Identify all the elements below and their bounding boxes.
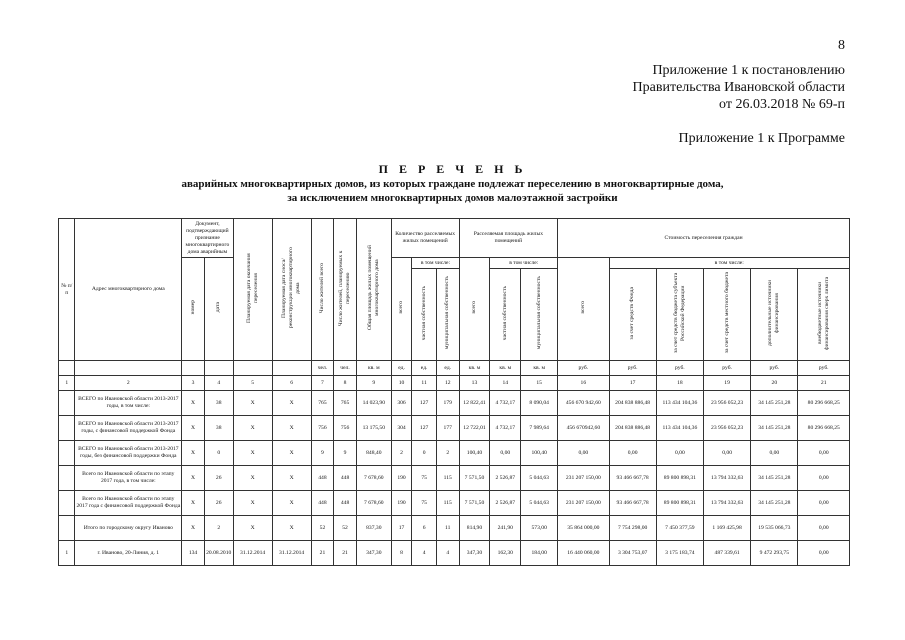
table-cell: 100,40 xyxy=(521,441,558,466)
table-cell: 7 678,60 xyxy=(356,491,391,516)
column-number-cell: 1 xyxy=(59,376,75,391)
table-cell: 21 xyxy=(311,541,334,566)
table-cell: 204 838 886,48 xyxy=(609,391,656,416)
table-cell: 2 xyxy=(436,441,459,466)
table-cell: 5 044,63 xyxy=(521,466,558,491)
table-cell: 8 xyxy=(391,541,412,566)
table-cell: 4 xyxy=(412,541,437,566)
table-cell: 115 xyxy=(436,491,459,516)
table-cell: 231 207 150,00 xyxy=(558,466,609,491)
column-number-cell: 17 xyxy=(609,376,656,391)
table-cell: 0,00 xyxy=(798,541,850,566)
table-cell: 456 670 942,60 xyxy=(558,391,609,416)
table-row xyxy=(59,466,850,491)
col-header-regional: за счет средств бюджета субъекта Российской Федерации xyxy=(656,269,703,361)
title-heading: П Е Р Е Ч Е Н Ь xyxy=(378,162,527,176)
title-line1: аварийных многоквартирных домов, из которых граждане подлежат переселению в многоквартирные дома, xyxy=(181,178,724,190)
table-cell: 231 207 150,00 xyxy=(558,491,609,516)
table-cell: 190 xyxy=(391,491,412,516)
table-cell: 115 xyxy=(436,466,459,491)
column-number-cell: 15 xyxy=(521,376,558,391)
table-cell: 241,90 xyxy=(490,516,521,541)
column-number-cell: 10 xyxy=(391,376,412,391)
table-cell: 9 xyxy=(311,441,334,466)
table-cell: 573,00 xyxy=(521,516,558,541)
table-cell: 34 145 251,28 xyxy=(751,391,798,416)
column-number-cell: 9 xyxy=(356,376,391,391)
table-cell: 34 145 251,28 xyxy=(751,491,798,516)
table-cell: 0,00 xyxy=(703,441,750,466)
table-cell: 456 670942,60 xyxy=(558,416,609,441)
program-appendix: Приложение 1 к Программе xyxy=(678,131,845,146)
col-header-rooms-total: всего xyxy=(391,258,412,361)
table-header-row xyxy=(59,219,850,258)
table-cell: 2 xyxy=(204,516,233,541)
address-cell: ВСЕГО по Ивановской области 2013-2017 годы, с финансовой поддержкой Фонда xyxy=(75,416,182,441)
table-cell: 162,30 xyxy=(490,541,521,566)
address-cell: Всего по Ивановской области по этапу 2017 года, в том числе: xyxy=(75,466,182,491)
decree-appendix-line1: Приложение 1 к постановлению xyxy=(652,63,845,78)
table-cell: 31.12.2014 xyxy=(272,541,311,566)
table-cell: 38 xyxy=(204,391,233,416)
col-header-residents: Число жителей всего xyxy=(311,219,334,361)
table-cell: 0,00 xyxy=(609,441,656,466)
table-cell: 52 xyxy=(334,516,357,541)
page-number: 8 xyxy=(838,38,845,53)
table-cell: 13 794 332,63 xyxy=(703,491,750,516)
col-header-fund: за счет средств Фонда xyxy=(609,269,656,361)
table-cell: 80 296 668,25 xyxy=(798,416,850,441)
column-numbers-row xyxy=(59,376,850,391)
column-number-cell: 19 xyxy=(703,376,750,391)
col-header-rooms-of-which: в том числе: xyxy=(412,258,459,269)
table-cell: 34 145 251,28 xyxy=(751,416,798,441)
unit-cell: руб. xyxy=(798,361,850,376)
table-cell: 127 xyxy=(412,391,437,416)
table-cell: 2 526,87 xyxy=(490,491,521,516)
table-cell: 304 xyxy=(391,416,412,441)
unit-cell: кв. м xyxy=(459,361,490,376)
table-cell xyxy=(59,491,75,516)
table-body xyxy=(59,391,850,566)
document-title xyxy=(0,162,905,205)
table-cell: 765 xyxy=(334,391,357,416)
table-cell: 0,00 xyxy=(490,441,521,466)
table-cell: 306 xyxy=(391,391,412,416)
col-header-area-municipal: муниципальная собственность xyxy=(521,269,558,361)
unit-cell: кв. м xyxy=(490,361,521,376)
table-cell: X xyxy=(272,516,311,541)
col-header-rooms-private: частная собственность xyxy=(412,269,437,361)
table-cell: 0,00 xyxy=(751,441,798,466)
col-header-rooms-municipal: муниципальная собственность xyxy=(436,269,459,361)
col-header-cost-total: всего xyxy=(558,258,609,361)
table-row xyxy=(59,491,850,516)
table-cell: 7 989,64 xyxy=(521,416,558,441)
col-header-address: Адрес многоквартирного дома xyxy=(75,219,182,361)
table-cell: X xyxy=(233,441,272,466)
table-cell: 9 472 293,75 xyxy=(751,541,798,566)
col-header-rooms: Количество расселяемых жилых помещений xyxy=(391,219,459,258)
col-header-document: Документ, подтверждающий признание многоквартирного дома аварийным xyxy=(182,219,233,258)
table-row xyxy=(59,441,850,466)
table-cell: 75 xyxy=(412,466,437,491)
table-cell: 2 xyxy=(391,441,412,466)
table-cell: X xyxy=(233,391,272,416)
table-cell: 23 956 052,23 xyxy=(703,416,750,441)
table-cell: X xyxy=(272,416,311,441)
col-header-area-of-which: в том числе: xyxy=(490,258,558,269)
column-number-cell: 6 xyxy=(272,376,311,391)
table-cell: 3 175 183,74 xyxy=(656,541,703,566)
unit-cell: кв. м xyxy=(356,361,391,376)
table-cell: 34 145 251,28 xyxy=(751,466,798,491)
table-cell: 21 xyxy=(334,541,357,566)
unit-cell: руб. xyxy=(703,361,750,376)
table-cell: 1 xyxy=(59,541,75,566)
table-cell: X xyxy=(272,441,311,466)
table-cell: 848,40 xyxy=(356,441,391,466)
table-cell: 1 169 425,98 xyxy=(703,516,750,541)
table-cell: 4 732,17 xyxy=(490,391,521,416)
table-cell: X xyxy=(182,391,205,416)
col-header-local: за счет средств местного бюджета xyxy=(703,269,750,361)
table-cell: 347,30 xyxy=(459,541,490,566)
table-cell: 93 466 667,78 xyxy=(609,491,656,516)
unit-cell: ед. xyxy=(436,361,459,376)
table-cell: X xyxy=(182,441,205,466)
table-cell: X xyxy=(233,491,272,516)
column-number-cell: 18 xyxy=(656,376,703,391)
unit-cell: руб. xyxy=(609,361,656,376)
table-cell: 5 044,63 xyxy=(521,491,558,516)
table-cell: 19 535 066,73 xyxy=(751,516,798,541)
units-row xyxy=(59,361,850,376)
table-cell: 8 090,04 xyxy=(521,391,558,416)
unit-cell: чел. xyxy=(334,361,357,376)
table-row xyxy=(59,541,850,566)
table-cell: 7 754 298,00 xyxy=(609,516,656,541)
table-cell: 347,30 xyxy=(356,541,391,566)
table-cell: 7 571,50 xyxy=(459,491,490,516)
unit-cell: кв. м xyxy=(521,361,558,376)
table-cell: 75 xyxy=(412,491,437,516)
table-cell: 17 xyxy=(391,516,412,541)
address-cell: Итого по городскому округу Иваново xyxy=(75,516,182,541)
table-cell: 89 800 898,31 xyxy=(656,466,703,491)
table-cell: 6 xyxy=(412,516,437,541)
table-cell: 177 xyxy=(436,416,459,441)
table-cell: 13 175,50 xyxy=(356,416,391,441)
table-cell: 52 xyxy=(311,516,334,541)
table-cell: 448 xyxy=(334,466,357,491)
table-cell: 93 466 667,78 xyxy=(609,466,656,491)
table-cell: 179 xyxy=(436,391,459,416)
table-cell: X xyxy=(272,391,311,416)
table-cell: 35 864 000,00 xyxy=(558,516,609,541)
table-cell xyxy=(59,391,75,416)
col-header-area-total: всего xyxy=(459,258,490,361)
table-cell: X xyxy=(182,416,205,441)
table-cell: 448 xyxy=(311,466,334,491)
col-header-num: № п/п xyxy=(59,219,75,361)
column-number-cell: 13 xyxy=(459,376,490,391)
table-cell: 0,00 xyxy=(558,441,609,466)
col-header-planned-date: Планируемая дата окончания переселения xyxy=(233,219,272,361)
address-cell: г. Иваново, 20-Линия, д. 1 xyxy=(75,541,182,566)
table-cell: X xyxy=(272,491,311,516)
table-cell: 12 822,41 xyxy=(459,391,490,416)
table-cell: 184,00 xyxy=(521,541,558,566)
table-cell: 23 956 052,23 xyxy=(703,391,750,416)
col-header-residents-to-resettle: Число жителей, планируемых к переселению xyxy=(334,219,357,361)
unit-cell: руб. xyxy=(751,361,798,376)
table-cell: 134 xyxy=(182,541,205,566)
table-cell: 31.12.2014 xyxy=(233,541,272,566)
table-cell: 14 023,90 xyxy=(356,391,391,416)
table-cell: 0 xyxy=(204,441,233,466)
table-cell: 20.08.2010 xyxy=(204,541,233,566)
column-number-cell: 4 xyxy=(204,376,233,391)
column-number-cell: 16 xyxy=(558,376,609,391)
address-cell: ВСЕГО по Ивановской области 2013-2017 годы, в том числе: xyxy=(75,391,182,416)
table-cell: X xyxy=(233,416,272,441)
table-cell: 0 xyxy=(412,441,437,466)
table-row xyxy=(59,391,850,416)
column-number-cell: 21 xyxy=(798,376,850,391)
table-cell xyxy=(59,441,75,466)
table-cell: 0,00 xyxy=(798,441,850,466)
unit-cell: ед. xyxy=(412,361,437,376)
table-cell: 837,30 xyxy=(356,516,391,541)
table-cell: 0,00 xyxy=(798,491,850,516)
unit-cell: ед. xyxy=(391,361,412,376)
table-cell: X xyxy=(233,466,272,491)
col-header-cost-of-which: в том числе: xyxy=(609,258,849,269)
col-header-doc-number: номер xyxy=(182,258,205,361)
table-cell: 9 xyxy=(334,441,357,466)
table-cell: 765 xyxy=(311,391,334,416)
table-cell: 487 339,61 xyxy=(703,541,750,566)
table-cell: 2 526,87 xyxy=(490,466,521,491)
table-cell: 448 xyxy=(334,491,357,516)
col-header-extra: дополнительные источники финансирования xyxy=(751,269,798,361)
table-cell: 26 xyxy=(204,466,233,491)
title-line2: за исключением многоквартирных домов малоэтажной застройки xyxy=(287,192,618,204)
table-cell: 13 794 332,63 xyxy=(703,466,750,491)
col-header-total-area: Общая площадь жилых помещений многоквартирного дома xyxy=(356,219,391,361)
table-cell: 100,40 xyxy=(459,441,490,466)
table-cell: 12 722,01 xyxy=(459,416,490,441)
column-number-cell: 5 xyxy=(233,376,272,391)
table-cell: X xyxy=(272,466,311,491)
table-cell: 16 440 060,00 xyxy=(558,541,609,566)
table-cell xyxy=(59,416,75,441)
column-number-cell: 14 xyxy=(490,376,521,391)
table-cell: X xyxy=(182,516,205,541)
col-header-area: Расселяемая площадь жилых помещений xyxy=(459,219,558,258)
column-number-cell: 3 xyxy=(182,376,205,391)
table-cell: 0,00 xyxy=(656,441,703,466)
unit-cell: чел. xyxy=(311,361,334,376)
col-header-doc-date: дата xyxy=(204,258,233,361)
column-number-cell: 2 xyxy=(75,376,182,391)
houses-table xyxy=(58,218,850,566)
table-cell: 11 xyxy=(436,516,459,541)
table-cell: X xyxy=(182,491,205,516)
address-cell: Всего по Ивановской области по этапу 2017 года с финансовой поддержкой Фонда xyxy=(75,491,182,516)
col-header-area-private: частная собственность xyxy=(490,269,521,361)
table-cell: 814,90 xyxy=(459,516,490,541)
column-number-cell: 7 xyxy=(311,376,334,391)
col-header-cost: Стоимость переселения граждан xyxy=(558,219,850,258)
col-header-excess: внебюджетные источники финансирования сверх лимита xyxy=(798,269,850,361)
column-number-cell: 11 xyxy=(412,376,437,391)
table-cell: 26 xyxy=(204,491,233,516)
column-number-cell: 20 xyxy=(751,376,798,391)
table-cell: 0,00 xyxy=(798,466,850,491)
table-cell: 89 800 898,31 xyxy=(656,491,703,516)
table-cell: 113 434 104,36 xyxy=(656,416,703,441)
table-cell: 7 450 377,59 xyxy=(656,516,703,541)
table-cell: 7 571,50 xyxy=(459,466,490,491)
address-cell: ВСЕГО по Ивановской области 2013-2017 годы, без финансовой поддержки Фонда xyxy=(75,441,182,466)
table-cell: 38 xyxy=(204,416,233,441)
table-cell: 7 678,60 xyxy=(356,466,391,491)
table-cell: 4 xyxy=(436,541,459,566)
table-cell: X xyxy=(233,516,272,541)
table-cell: 0,00 xyxy=(798,516,850,541)
table-row xyxy=(59,516,850,541)
col-header-planned-demolition: Планируемая дата сноса/реконструкции многоквартирного дома xyxy=(272,219,311,361)
unit-cell: руб. xyxy=(558,361,609,376)
table-cell: X xyxy=(182,466,205,491)
table-cell: 3 304 753,07 xyxy=(609,541,656,566)
table-cell: 4 732,17 xyxy=(490,416,521,441)
unit-cell: руб. xyxy=(656,361,703,376)
table-cell: 190 xyxy=(391,466,412,491)
column-number-cell: 8 xyxy=(334,376,357,391)
table-cell: 204 838 886,48 xyxy=(609,416,656,441)
column-number-cell: 12 xyxy=(436,376,459,391)
table-cell: 80 296 668,25 xyxy=(798,391,850,416)
table-row xyxy=(59,416,850,441)
table-cell: 113 434 104,36 xyxy=(656,391,703,416)
table-cell: 127 xyxy=(412,416,437,441)
table-cell: 756 xyxy=(311,416,334,441)
table-cell: 756 xyxy=(334,416,357,441)
table-cell xyxy=(59,466,75,491)
decree-appendix-line3: от 26.03.2018 № 69-п xyxy=(719,97,845,112)
decree-appendix-block xyxy=(633,62,845,113)
decree-appendix-line2: Правительства Ивановской области xyxy=(632,80,845,95)
table-cell: 448 xyxy=(311,491,334,516)
table-cell xyxy=(59,516,75,541)
